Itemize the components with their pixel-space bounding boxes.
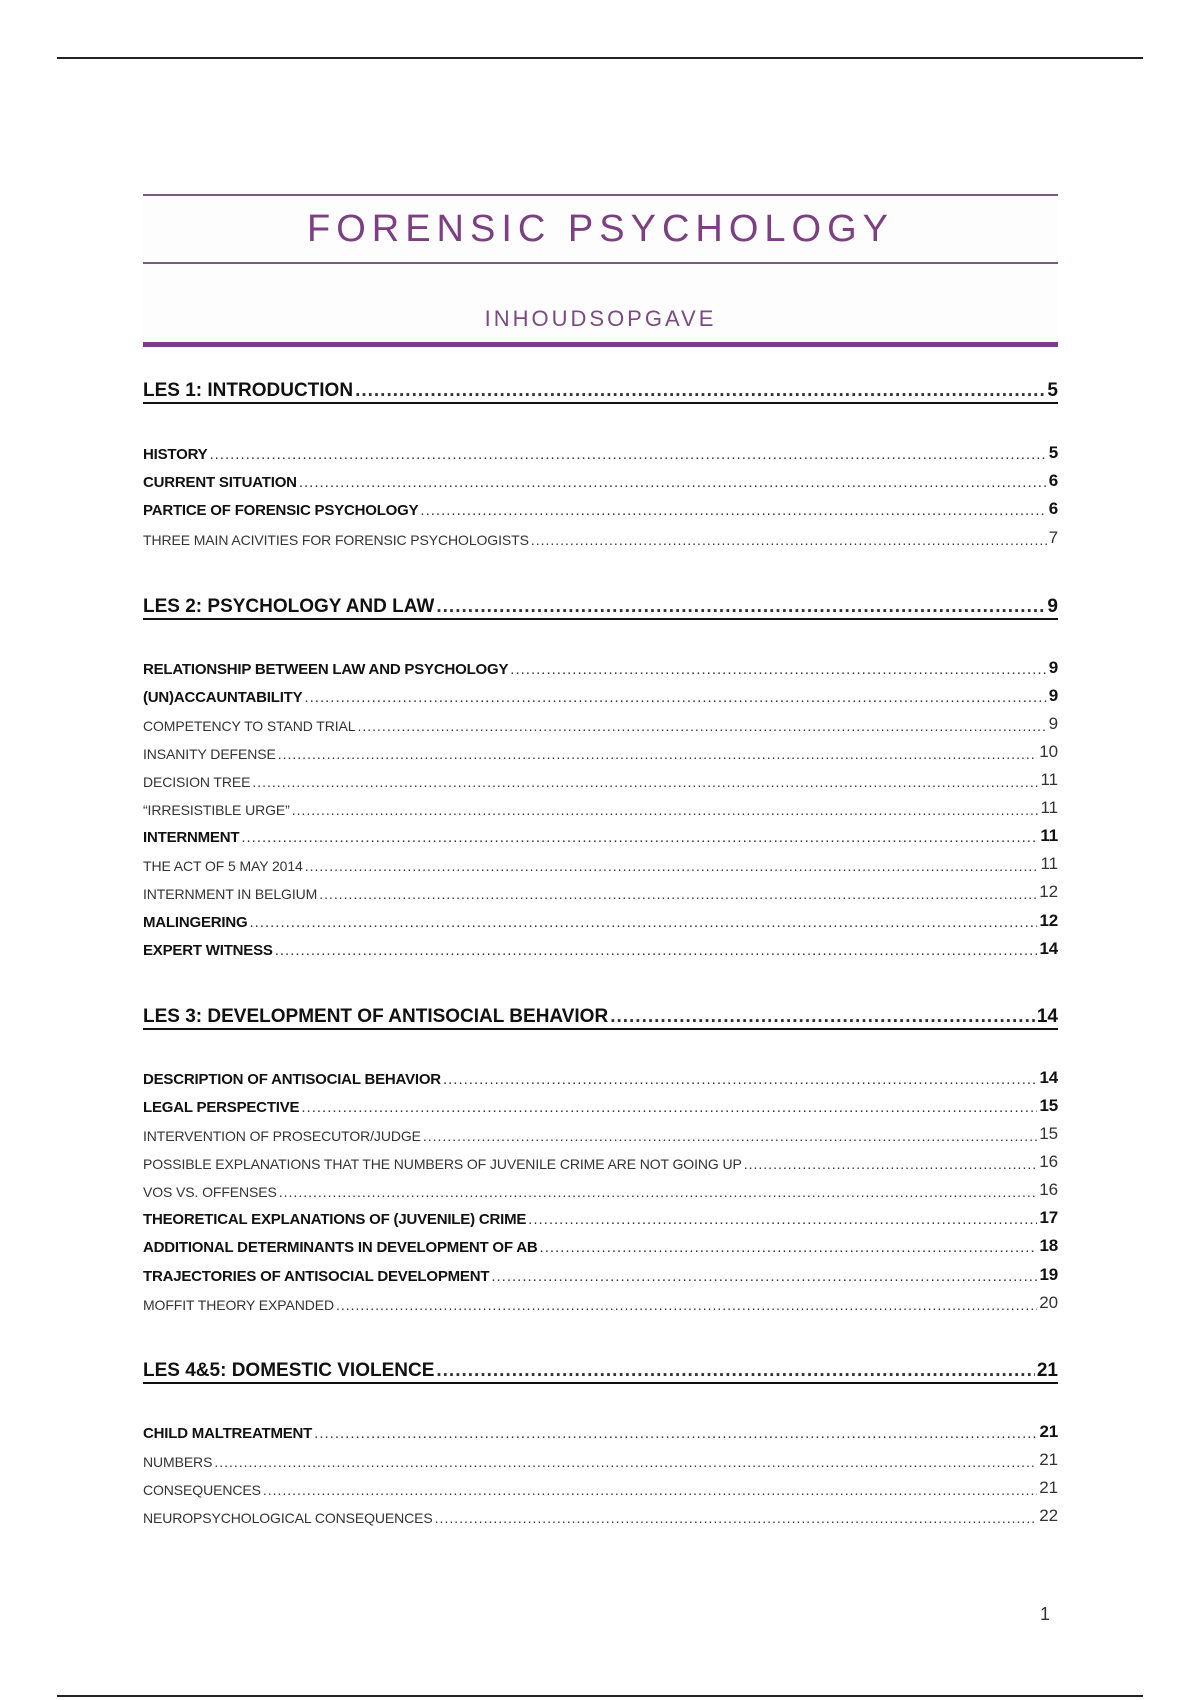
toc-leader-dots	[263, 1482, 1037, 1498]
toc-leader-dots	[299, 474, 1047, 491]
toc-entry[interactable]	[143, 1358, 1058, 1384]
toc-entry[interactable]	[143, 1476, 1058, 1498]
toc-entry-label: EXPERT WITNESS	[143, 942, 273, 959]
toc-entry[interactable]	[143, 852, 1058, 874]
toc-entry-page: 9	[1047, 596, 1058, 617]
toc-entry[interactable]	[143, 1263, 1058, 1285]
toc-entry-page: 10	[1039, 742, 1058, 761]
toc-entry-label: LES 4&5: DOMESTIC VIOLENCE	[143, 1360, 435, 1381]
toc-leader-dots	[209, 446, 1046, 463]
toc-entry[interactable]	[143, 1004, 1058, 1030]
toc-entry-label: LEGAL PERSPECTIVE	[143, 1099, 300, 1116]
toc-entry-label: NEUROPSYCHOLOGICAL CONSEQUENCES	[143, 1510, 433, 1526]
toc-entry-page: 14	[1039, 1068, 1058, 1087]
toc-entry-page: 14	[1039, 939, 1058, 958]
toc-entry[interactable]	[143, 1150, 1058, 1172]
toc-entry-label: THEORETICAL EXPLANATIONS OF (JUVENILE) CRIME	[143, 1211, 527, 1228]
toc-leader-dots	[314, 1425, 1037, 1442]
toc-entry-page: 14	[1036, 1006, 1058, 1027]
toc-entry-label: COMPETENCY TO STAND TRIAL	[143, 718, 356, 734]
toc-entry-label: THREE MAIN ACIVITIES FOR FORENSIC PSYCHOLOGISTS	[143, 532, 529, 548]
toc-leader-dots	[423, 1128, 1037, 1144]
toc-entry-page: 15	[1039, 1096, 1058, 1115]
toc-entry-label: INTERVENTION OF PROSECUTOR/JUDGE	[143, 1128, 421, 1144]
toc-leader-dots	[436, 1360, 1034, 1382]
toc-entry[interactable]	[143, 880, 1058, 902]
toc-entry-label: HISTORY	[143, 446, 208, 463]
toc-entry[interactable]	[143, 526, 1058, 548]
toc-leader-dots	[214, 1454, 1037, 1470]
toc-entry-label: LES 2: PSYCHOLOGY AND LAW	[143, 596, 435, 617]
toc-entry[interactable]	[143, 656, 1058, 678]
toc-entry-page: 21	[1036, 1360, 1058, 1381]
toc-entry[interactable]	[143, 1448, 1058, 1470]
toc-entry-page: 20	[1039, 1293, 1058, 1312]
toc-entry-page: 17	[1039, 1208, 1058, 1227]
toc-leader-dots	[249, 914, 1037, 931]
toc-entry-label: RELATIONSHIP BETWEEN LAW AND PSYCHOLOGY	[143, 661, 509, 678]
toc-entry-label: (UN)ACCAUNTABILITY	[143, 689, 303, 706]
toc-entry-page: 9	[1048, 686, 1058, 705]
toc-entry-label: MOFFIT THEORY EXPANDED	[143, 1297, 334, 1313]
toc-entry-page: 9	[1048, 658, 1058, 677]
toc-leader-dots	[744, 1156, 1038, 1172]
toc-leader-dots	[357, 718, 1046, 734]
toc-entry[interactable]	[143, 1122, 1058, 1144]
toc-leader-dots	[304, 689, 1046, 706]
toc-leader-dots	[336, 1297, 1037, 1313]
page-number: 1	[1040, 1604, 1051, 1624]
toc-entry-label: CONSEQUENCES	[143, 1482, 261, 1498]
toc-leader-dots	[292, 802, 1039, 818]
page-bottom-rule	[57, 1695, 1143, 1697]
toc-leader-dots	[531, 532, 1047, 548]
toc-entry[interactable]	[143, 796, 1058, 818]
toc-entry-label: MALINGERING	[143, 914, 248, 931]
toc-entry[interactable]	[143, 740, 1058, 762]
toc-leader-dots	[540, 1239, 1038, 1256]
toc-entry-label: LES 1: INTRODUCTION	[143, 380, 354, 401]
toc-entry-page: 21	[1039, 1450, 1058, 1469]
toc-leader-dots	[510, 661, 1046, 678]
toc-leader-dots	[305, 858, 1039, 874]
toc-entry[interactable]	[143, 937, 1058, 959]
toc-leader-dots	[420, 502, 1046, 519]
toc-entry-label: THE ACT OF 5 MAY 2014	[143, 858, 303, 874]
toc-entry[interactable]	[143, 469, 1058, 491]
toc-entry-page: 9	[1048, 714, 1058, 733]
toc-entry-page: 16	[1039, 1180, 1058, 1199]
toc-entry-label: NUMBERS	[143, 1454, 213, 1470]
toc-entry-page: 11	[1040, 826, 1058, 845]
toc-entry[interactable]	[143, 824, 1058, 846]
toc-entry-page: 5	[1048, 443, 1058, 462]
toc-leader-dots	[443, 1071, 1038, 1088]
toc-entry-page: 21	[1039, 1478, 1058, 1497]
toc-entry-label: INSANITY DEFENSE	[143, 746, 276, 762]
toc-entry-page: 5	[1047, 380, 1058, 401]
document-title: FORENSIC PSYCHOLOGY	[307, 207, 894, 250]
toc-entry[interactable]	[143, 909, 1058, 931]
toc-entry-page: 16	[1039, 1152, 1058, 1171]
toc-entry-page: 12	[1039, 911, 1058, 930]
toc-entry[interactable]	[143, 1420, 1058, 1442]
toc-entry[interactable]	[143, 1178, 1058, 1200]
toc-leader-dots	[252, 774, 1038, 790]
toc-entry[interactable]	[143, 497, 1058, 519]
toc-entry[interactable]	[143, 1094, 1058, 1116]
toc-leader-dots	[275, 942, 1038, 959]
toc-entry[interactable]	[143, 441, 1058, 463]
toc-entry[interactable]	[143, 684, 1058, 706]
toc-entry-page: 12	[1039, 882, 1058, 901]
toc-entry-label: PARTICE OF FORENSIC PSYCHOLOGY	[143, 502, 419, 519]
toc-leader-dots	[278, 746, 1038, 762]
toc-entry-page: 11	[1040, 854, 1058, 873]
toc-entry[interactable]	[143, 378, 1058, 404]
toc-entry-page: 19	[1039, 1265, 1058, 1284]
toc-entry-page: 7	[1048, 528, 1058, 547]
toc-leader-dots	[241, 829, 1038, 846]
toc-entry[interactable]	[143, 1291, 1058, 1313]
toc-entry[interactable]	[143, 594, 1058, 620]
toc-leader-dots	[355, 380, 1045, 402]
toc-entry[interactable]	[143, 1066, 1058, 1088]
toc-entry-page: 6	[1048, 499, 1058, 518]
table-of-contents	[143, 0, 1058, 1700]
toc-entry-label: DESCRIPTION OF ANTISOCIAL BEHAVIOR	[143, 1071, 441, 1088]
toc-entry-page: 18	[1039, 1236, 1058, 1255]
toc-entry-label: “IRRESISTIBLE URGE”	[143, 802, 290, 818]
toc-heading: INHOUDSOPGAVE	[484, 306, 717, 331]
toc-leader-dots	[491, 1268, 1037, 1285]
toc-entry-page: 21	[1039, 1422, 1058, 1441]
toc-leader-dots	[436, 596, 1045, 618]
toc-entry-label: POSSIBLE EXPLANATIONS THAT THE NUMBERS OF JUVENILE CRIME ARE NOT GOING UP	[143, 1156, 742, 1172]
toc-entry-page: 11	[1040, 798, 1058, 817]
toc-entry-label: LES 3: DEVELOPMENT OF ANTISOCIAL BEHAVIOR	[143, 1006, 609, 1027]
toc-leader-dots	[435, 1510, 1038, 1526]
toc-leader-dots	[279, 1184, 1038, 1200]
toc-entry-label: CHILD MALTREATMENT	[143, 1425, 313, 1442]
toc-leader-dots	[528, 1211, 1037, 1228]
toc-entry[interactable]	[143, 712, 1058, 734]
toc-entry-page: 15	[1039, 1124, 1058, 1143]
toc-leader-dots	[319, 886, 1037, 902]
toc-entry-label: INTERNMENT	[143, 829, 240, 846]
toc-entry[interactable]	[143, 1206, 1058, 1228]
toc-leader-dots	[610, 1006, 1035, 1028]
toc-entry-label: TRAJECTORIES OF ANTISOCIAL DEVELOPMENT	[143, 1268, 490, 1285]
toc-entry[interactable]	[143, 1234, 1058, 1256]
toc-entry-page: 22	[1039, 1506, 1058, 1525]
toc-entry-label: INTERNMENT IN BELGIUM	[143, 886, 318, 902]
toc-entry-label: CURRENT SITUATION	[143, 474, 297, 491]
toc-entry[interactable]	[143, 768, 1058, 790]
toc-entry-page: 6	[1048, 471, 1058, 490]
toc-entry[interactable]	[143, 1504, 1058, 1526]
toc-entry-label: ADDITIONAL DETERMINANTS IN DEVELOPMENT OF AB	[143, 1239, 538, 1256]
toc-leader-dots	[301, 1099, 1037, 1116]
toc-entry-label: DECISION TREE	[143, 774, 251, 790]
toc-entry-label: VOS VS. OFFENSES	[143, 1184, 277, 1200]
toc-entry-page: 11	[1040, 770, 1058, 789]
